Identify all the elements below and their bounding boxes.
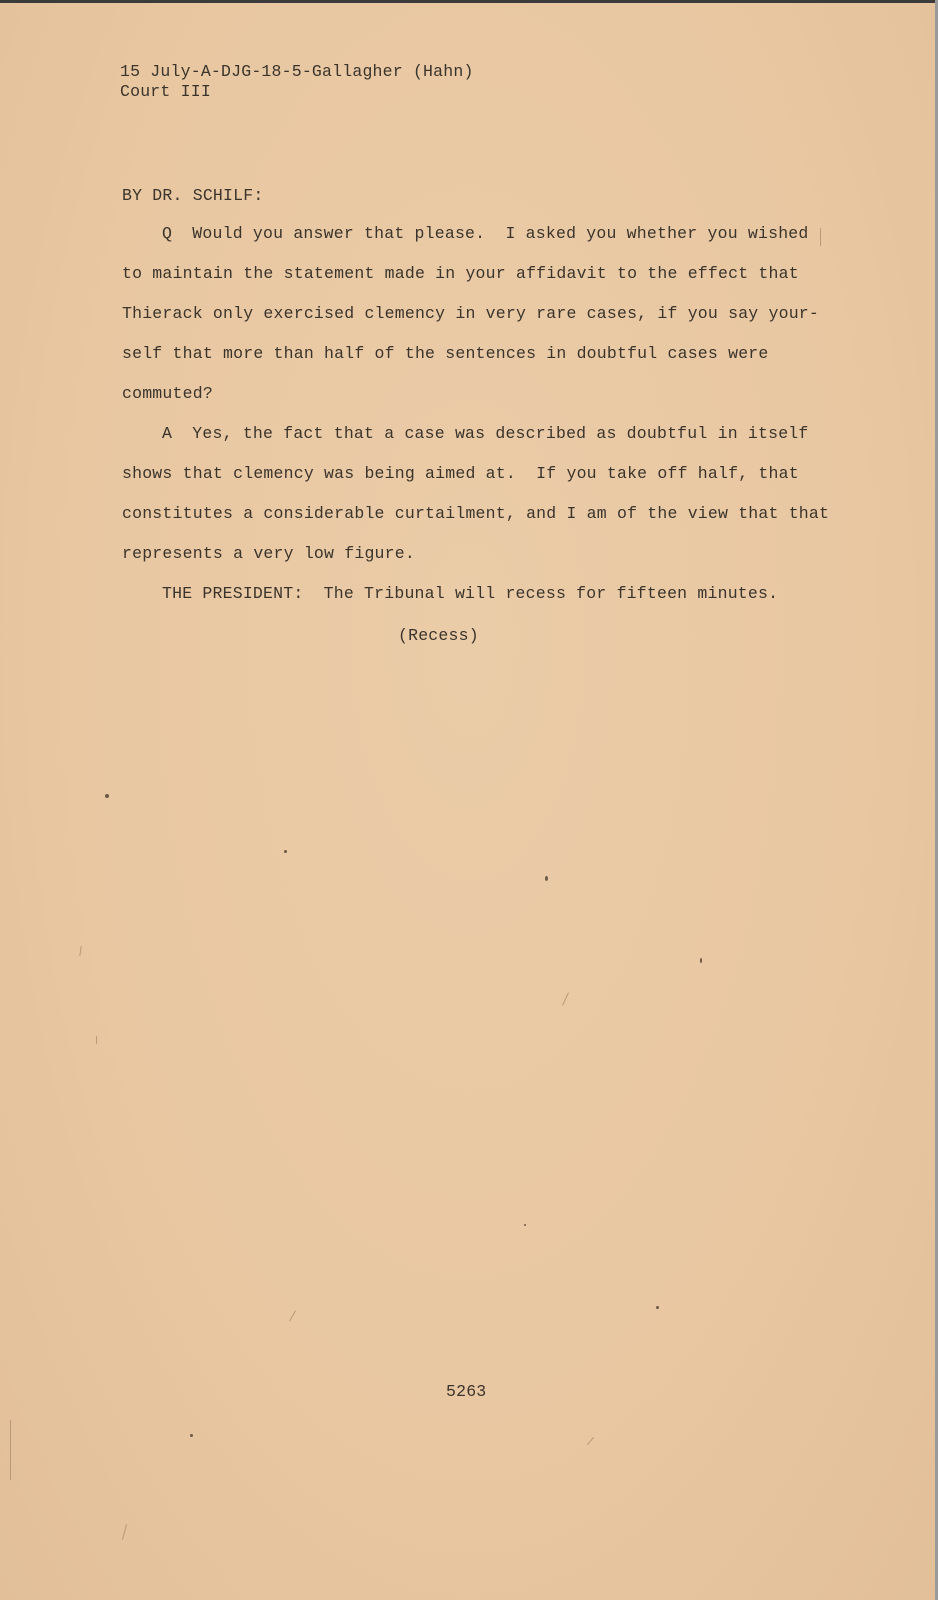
transcript-line: shows that clemency was being aimed at. If you take off half, that: [122, 464, 799, 483]
header-line-1: 15 July-A-DJG-18-5-Gallagher (Hahn): [120, 62, 474, 81]
paper-speck: [700, 958, 702, 963]
header-line-2: Court III: [120, 82, 211, 101]
transcript-line: to maintain the statement made in your affidavit to the effect that: [122, 264, 799, 283]
paper-speck: [524, 1224, 526, 1226]
paper-fiber: [562, 992, 569, 1005]
paper-speck: [545, 876, 548, 881]
president-statement: THE PRESIDENT: The Tribunal will recess for fifteen minutes.: [162, 584, 779, 603]
transcript-line: Thierack only exercised clemency in very rare cases, if you say your-: [122, 304, 820, 323]
paper-speck: [284, 850, 287, 853]
paper-speck: [105, 794, 109, 798]
transcript-line: represents a very low figure.: [122, 544, 415, 563]
paper-fiber: [79, 946, 81, 956]
paper-speck: [190, 1434, 193, 1437]
examiner-heading: BY DR. SCHILF:: [122, 186, 264, 205]
paper-fiber: [820, 228, 821, 246]
paper-fiber: [289, 1311, 296, 1322]
scan-edge-top: [0, 0, 938, 3]
transcript-line: self that more than half of the sentences in doubtful cases were: [122, 344, 769, 363]
transcript-line: commuted?: [122, 384, 213, 403]
transcript-line: A Yes, the fact that a case was described as doubtful in itself: [162, 424, 809, 443]
paper-fiber: [587, 1437, 594, 1445]
paper-speck: [656, 1306, 659, 1309]
paper-fiber: [122, 1524, 127, 1540]
recess-note: (Recess): [398, 626, 479, 645]
paper-fiber: [10, 1420, 11, 1480]
transcript-line: Q Would you answer that please. I asked you whether you wished: [162, 224, 809, 243]
transcript-line: constitutes a considerable curtailment, and I am of the view that that: [122, 504, 830, 523]
paper-fiber: [96, 1036, 97, 1044]
page-number: 5263: [446, 1382, 487, 1401]
